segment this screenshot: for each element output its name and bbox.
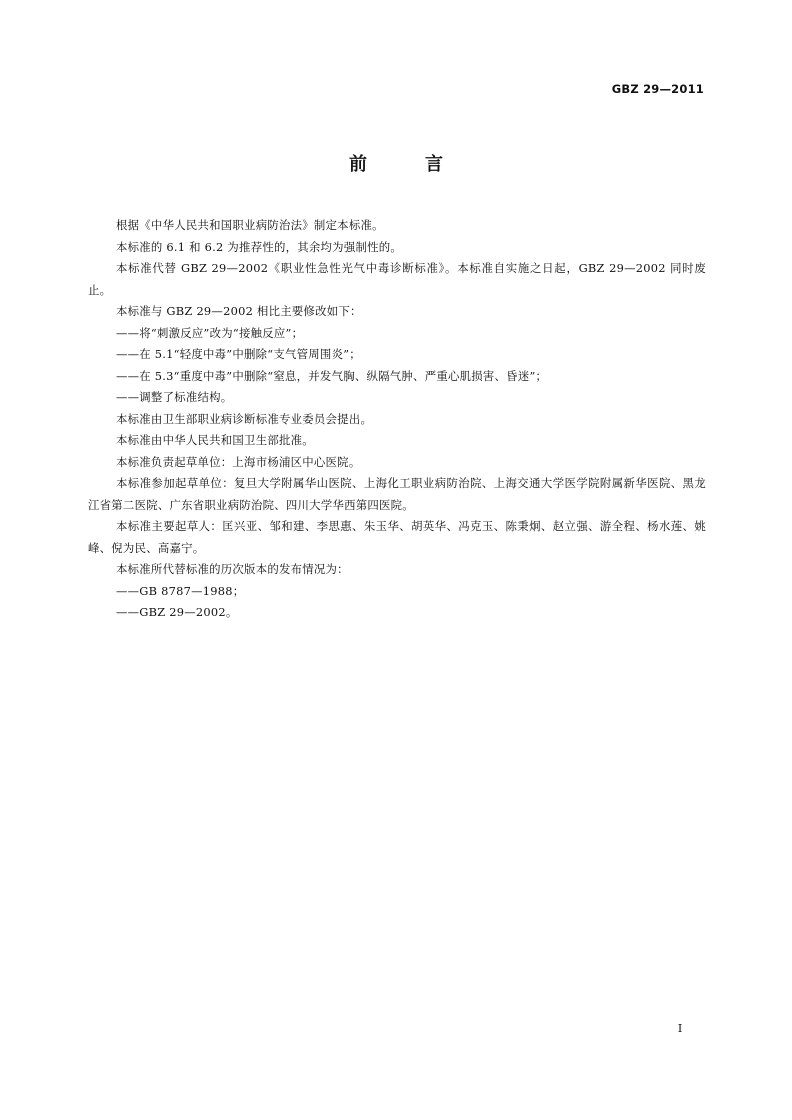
change-item: ——在 5.1“轻度中毒”中删除“支气管周围炎”； (116, 347, 361, 361)
paragraph-history-intro: 本标准所代替标准的历次版本的发布情况为： (116, 562, 349, 576)
title-char-2: 言 (425, 154, 443, 175)
paragraph-participating-units: 本标准参加起草单位：复旦大学附属华山医院、上海化工职业病防治院、上海交通大学医学院附属新华医院、黑龙江省第二医院、广东省职业病防治院、四川大学华西第四医院。 (88, 476, 706, 512)
title-char-1: 前 (349, 154, 367, 175)
paragraph-proposed-by: 本标准由卫生部职业病诊断标准专业委员会提出。 (116, 411, 373, 426)
page-title (0, 150, 792, 176)
history-item: ——GBZ 29—2002。 (116, 605, 238, 619)
paragraph-changes-intro: 本标准与 GBZ 29—2002 相比主要修改如下： (116, 304, 362, 318)
paragraph-drafting-unit: 本标准负责起草单位：上海市杨浦区中心医院。 (116, 454, 361, 469)
change-item: ——调整了标准结构。 (116, 390, 233, 404)
paragraph-approved-by: 本标准由中华人民共和国卫生部批准。 (116, 433, 314, 447)
paragraph-basis: 根据《中华人民共和国职业病防治法》制定本标准。 (116, 218, 384, 232)
paragraph-recommended-clauses: 本标准的 6.1 和 6.2 为推荐性的，其余均为强制性的。 (116, 239, 403, 254)
change-item: ——在 5.3“重度中毒”中删除“窒息，并发气胸、纵隔气肿、严重心肌损害、昏迷”； (116, 368, 548, 383)
paragraph-replaces: 本标准代替 GBZ 29—2002《职业性急性光气中毒诊断标准》。本标准自实施之日起，GBZ 29—2002 同时废止。 (88, 261, 706, 297)
page-number: I (677, 1022, 683, 1035)
foreword-body (88, 215, 706, 624)
change-item: ——将“刺激反应”改为“接触反应”； (116, 325, 304, 340)
history-item: ——GB 8787—1988； (116, 583, 245, 598)
standard-code: GBZ 29—2011 (611, 82, 704, 96)
paragraph-drafters: 本标准主要起草人：匡兴亚、邹和建、李思惠、朱玉华、胡英华、冯克玉、陈秉炯、赵立强、游全程、杨水莲、姚峰、倪为民、高嘉宁。 (88, 519, 706, 555)
